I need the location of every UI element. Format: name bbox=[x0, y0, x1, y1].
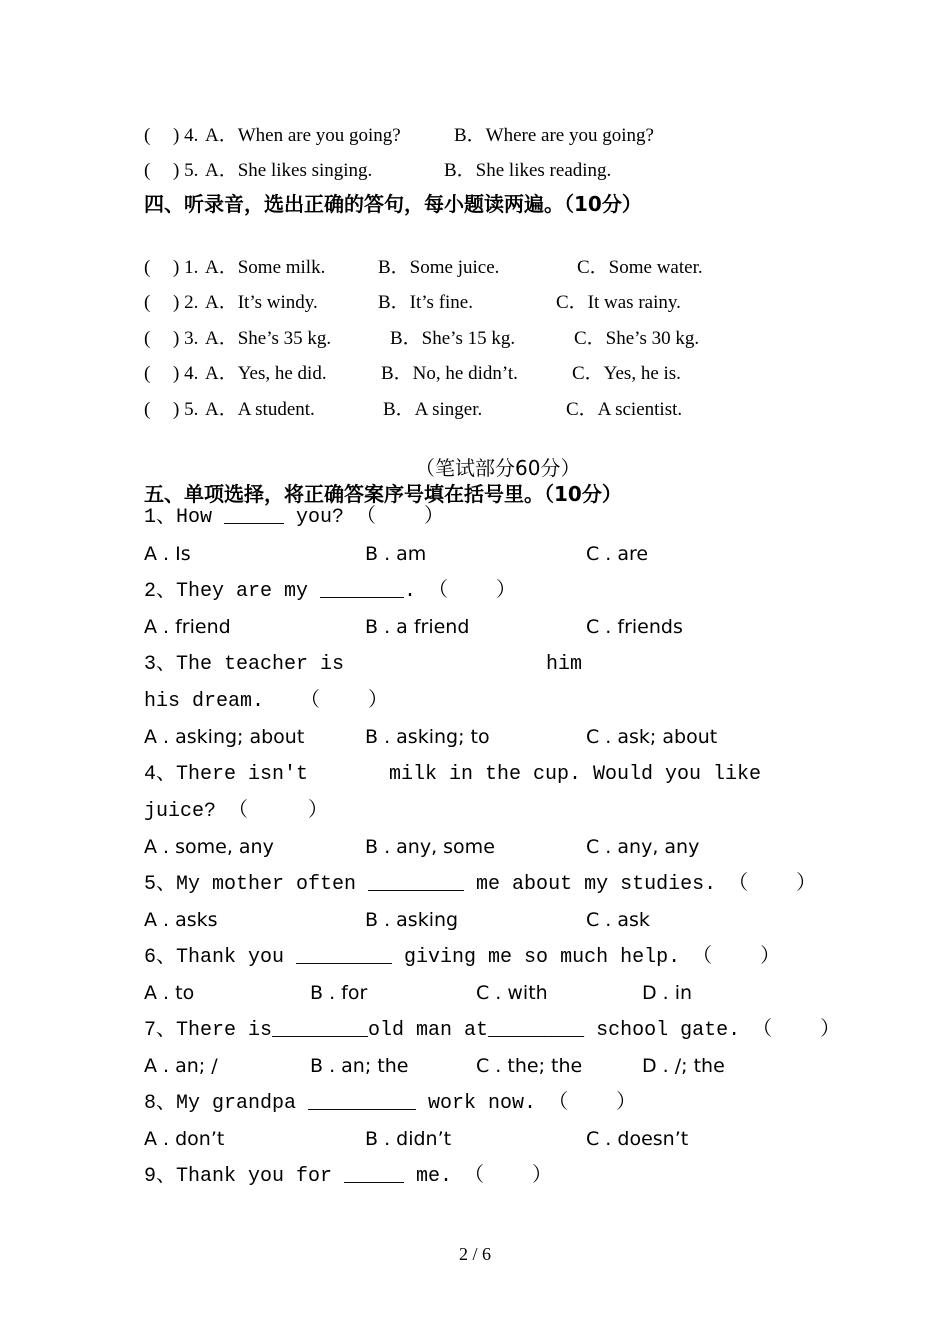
option-b: B．Where are you going? bbox=[454, 125, 654, 146]
item-number: ) 1. bbox=[173, 257, 199, 278]
q3-option-b: B . asking; to bbox=[365, 726, 490, 748]
q3-option-a: A . asking; about bbox=[144, 726, 305, 748]
answer-paren: ( bbox=[144, 160, 151, 181]
q6-option-c: C . with bbox=[476, 982, 548, 1004]
answer-paren: ( bbox=[144, 328, 151, 349]
item-number: ) 3. bbox=[173, 328, 199, 349]
question-4: 4、There isn't bbox=[144, 763, 309, 786]
question-9: 9、Thank you for _____ me. （ ） bbox=[144, 1165, 553, 1188]
q2-option-b: B . a friend bbox=[365, 616, 470, 638]
question-3-mid: him bbox=[546, 653, 583, 676]
option-a: A．Some milk. bbox=[205, 257, 326, 278]
option-a: A．It’s windy. bbox=[205, 292, 318, 313]
q7-option-b: B . an; the bbox=[310, 1055, 409, 1077]
item-number: ) 2. bbox=[173, 292, 199, 313]
q6-option-a: A . to bbox=[144, 982, 195, 1004]
section4-heading: 四、听录音，选出正确的答句，每小题读两遍。（10分） bbox=[144, 192, 642, 216]
q8-option-a: A . don’t bbox=[144, 1128, 225, 1150]
question-6: 6、Thank you ________ giving me so much help. （ ） bbox=[144, 946, 781, 969]
q5-option-a: A . asks bbox=[144, 909, 218, 931]
option-c: C．It was rainy. bbox=[556, 292, 681, 313]
q7-option-a: A . an; / bbox=[144, 1055, 218, 1077]
q1-option-b: B . am bbox=[365, 543, 427, 565]
answer-paren: ( bbox=[144, 257, 151, 278]
q6-option-d: D . in bbox=[642, 982, 693, 1004]
q2-option-a: A . friend bbox=[144, 616, 231, 638]
section5-heading: 五、单项选择，将正确答案序号填在括号里。（10分） bbox=[144, 482, 622, 506]
option-a: A．Yes, he did. bbox=[205, 363, 327, 384]
question-4-mid: milk in the cup. Would you like bbox=[389, 763, 762, 786]
question-3: 3、The teacher is bbox=[144, 653, 345, 676]
q3-option-c: C . ask; about bbox=[586, 726, 718, 748]
answer-paren: ( bbox=[144, 292, 151, 313]
q8-option-c: C . doesn’t bbox=[586, 1128, 689, 1150]
page-number: 2 / 6 bbox=[458, 1244, 491, 1264]
question-8: 8、My grandpa _________ work now. （ ） bbox=[144, 1092, 637, 1115]
option-a: A．She’s 35 kg. bbox=[205, 328, 332, 349]
option-c: C．She’s 30 kg. bbox=[574, 328, 700, 349]
option-a: A．When are you going? bbox=[205, 125, 401, 146]
q7-option-c: C . the; the bbox=[476, 1055, 583, 1077]
option-b: B．No, he didn’t. bbox=[381, 363, 518, 384]
option-b: B．It’s fine. bbox=[378, 292, 473, 313]
q4-option-b: B . any, some bbox=[365, 836, 495, 858]
q4-option-a: A . some, any bbox=[144, 836, 274, 858]
item-number: ) 4. bbox=[173, 125, 199, 146]
q8-option-b: B . didn’t bbox=[365, 1128, 452, 1150]
question-1: 1、How _____ you? （ ） bbox=[144, 506, 445, 529]
option-a: A．She likes singing. bbox=[205, 160, 373, 181]
answer-paren: ( bbox=[144, 125, 151, 146]
q5-option-c: C . ask bbox=[586, 909, 650, 931]
q4-option-c: C . any, any bbox=[586, 836, 700, 858]
option-b: B．She’s 15 kg. bbox=[390, 328, 516, 349]
q1-option-a: A . Is bbox=[144, 543, 191, 565]
answer-paren: ( bbox=[144, 363, 151, 384]
q2-option-c: C . friends bbox=[586, 616, 683, 638]
option-b: B．A singer. bbox=[383, 399, 483, 420]
question-4-cont: juice? （ ） bbox=[144, 800, 329, 823]
q1-option-c: C . are bbox=[586, 543, 649, 565]
item-number: ) 4. bbox=[173, 363, 199, 384]
written-part-title: （笔试部分60分） bbox=[415, 456, 581, 480]
question-3-cont: his dream. （ ） bbox=[144, 690, 389, 713]
answer-paren: ( bbox=[144, 399, 151, 420]
q7-option-d: D . /; the bbox=[642, 1055, 725, 1077]
item-number: ) 5. bbox=[173, 399, 199, 420]
option-b: B．Some juice. bbox=[378, 257, 500, 278]
q6-option-b: B . for bbox=[310, 982, 368, 1004]
item-number: ) 5. bbox=[173, 160, 199, 181]
question-5: 5、My mother often ________ me about my studies. （ ） bbox=[144, 873, 817, 896]
question-7: 7、There is________old man at________ school gate. （ ） bbox=[144, 1019, 841, 1042]
option-a: A．A student. bbox=[205, 399, 315, 420]
question-2: 2、They are my _______. （ ） bbox=[144, 580, 517, 603]
option-b: B．She likes reading. bbox=[444, 160, 612, 181]
option-c: C．Some water. bbox=[577, 257, 703, 278]
option-c: C．A scientist. bbox=[566, 399, 683, 420]
option-c: C．Yes, he is. bbox=[572, 363, 681, 384]
q5-option-b: B . asking bbox=[365, 909, 459, 931]
